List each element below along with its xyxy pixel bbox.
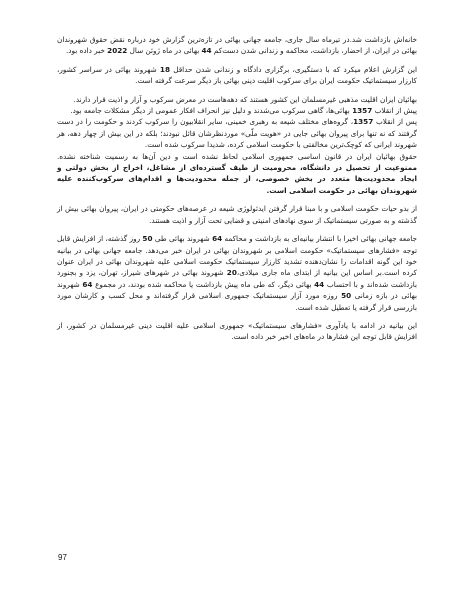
text-run: شهروند بهائی طی [152,234,213,244]
text-run: روزه مورد آزار سیستماتیک جمهوری اسلامی قرار گرفته‌اند و محل کسب و کارشان مورد بازرسی قرار گرفته یا تعطیل شده است. [57,291,417,312]
text-run: جامعه جهانی بهائی اخیرا با انتشار بیانیه‌ای به بازداشت و محاکمه [222,234,417,244]
bold-text-run: 64 [82,279,93,289]
text-run: ، گروه‌های مختلف شیعه به رهبری خمینی، سایر انقلابیون را سرکوب کردند و حکومت را در دست گرفتند که نه تنها برای پیروان بهائی جایی در «هویت ملّی» موردنظرشان قائل نبودند؛ بلکه در این بیش از چهار دهه، هر شهروند ایرانی که کوچک‌ترین مخالفتی با حکومت اسلامی کرده، شدیدا سرکوب شده است. [57,117,417,150]
paragraph-p4 [57,105,417,116]
text-run: روز گذشته، از افزایش قابل توجه «فشارهای سیستماتیک» حکومت اسلامی بر شهروندان بهائی در ایران خبر می‌دهد. جامعه جهانی بهائی در بیانیه خود این گونه اقدامات را نشان‌دهنده تشدید کارزار سیستماتیک حکومت اسلامی علیه شهروندان بهائی در ایران عنوان کرده است.بر اساس این بیانیه از ابتدای ماه جاری میلادی، [57,234,417,278]
paragraph-p3 [57,94,417,105]
paragraph-p2 [57,64,417,87]
text-run: شهروند بهائی در شهرهای شیراز، تهران، یزد و بجنورد بازداشت شده‌اند و با احتساب [57,268,417,289]
bold-text-run: 20 [226,268,237,278]
bold-text-run: 50 [142,234,153,244]
text-run: از بدو حیات حکومت اسلامی و با مبنا قرار گرفتن ایدئولوژی شیعه در عرصه‌های حکومتی در ایران، پیروان بهائی بیش از گذشته و به صورتی سیستماتیک از سوی نهادهای امنیتی و قضایی تحت آزار و اذیت هستند. [57,204,417,225]
text-run: بهائی دیگر، که طی ماه پیش بازداشت یا محاکمه شده بودند، در مجموع [92,279,315,289]
paragraph-p7 [57,203,417,226]
bold-text-run: 44 [201,46,212,56]
bold-text-run: 2022 [107,46,128,56]
text-run: حقوق بهائیان ایران در قانون اساسی جمهوری اسلامی لحاظ نشده است و دین آن‌ها به رسمیت شناخته نشده. [57,151,417,161]
bold-text-run: ممنوعیت از تحصیل در دانشگاه، محرومیت از طیف گسترده‌ای از مشاغل، اخراج از بخش دولتی و ایجاد محدودیت‌ها متعدد در بخش خصوصی، از جمله محدودیت‌ها و اقدام‌های سرکوب‌کننده علیه شهروندان بهائی در حکومت اسلامی است. [57,163,417,195]
text-run: شهروند بهائی در بازه زمانی [57,279,417,301]
bold-text-run: 18 [159,64,170,74]
text-run: شهروند بهائی در سراسر کشور، کارزار سیستماتیک حکومت ایران برای سرکوب اقلیت دینی بهائی باز دیگر سرعت گرفته است. [57,64,417,86]
paragraph-p6 [57,151,417,197]
paragraph-p8 [57,233,417,313]
paragraph-p5 [57,116,417,150]
text-run: خبر داده بود. [66,46,108,56]
paragraph-p9 [57,320,417,343]
bold-text-run: 50 [341,291,352,301]
bold-text-run: 64 [212,234,223,244]
text-run: پس از انقلاب [373,117,417,127]
text-run: بهائی در ماه ژوئن سال [127,46,202,56]
text-run: بهائیان ایران اقلیت مذهبی غیرمسلمان این کشور هستند که دهه‌هاست در معرض سرکوب و آزار و اذیت قرار دارند. [73,94,417,104]
text-run: پیش از انقلاب [372,106,417,116]
text-run: این بیانیه در ادامه با یادآوری «فشارهای سیستماتیک» جمهوری اسلامی علیه اقلیت دینی غیرمسلمان در کشور، از افزایش قابل توجه این فشارها در ماه‌های اخیر خبر داده است. [57,320,417,342]
text-run: این گزارش اعلام میکرد که با دستگیری، برگزاری دادگاه و زندانی شدن حداقل [170,64,417,74]
bold-text-run: 1357 [352,106,373,116]
bold-text-run: 44 [314,279,325,289]
text-run: خانه‌اش بازداشت شد.در تیرماه سال جاری، جامعه جهانی بهائی در تازه‌ترین گزارش خود درباره نقض حقوق شهروندان بهائی در ایران، از احضار، بازداشت، محاکمه و زندانی شدن دست‌کم [57,35,417,56]
page-number: 97 [58,553,67,562]
document-body [57,34,417,350]
paragraph-p1 [57,34,417,57]
text-run: بهائی‌ها، گاهی سرکوب می‌شدند و دلیل نیز انحراف افکار عمومی از دیگر مشکلات جامعه بود. [70,106,353,116]
bold-text-run: 1357 [353,117,374,127]
